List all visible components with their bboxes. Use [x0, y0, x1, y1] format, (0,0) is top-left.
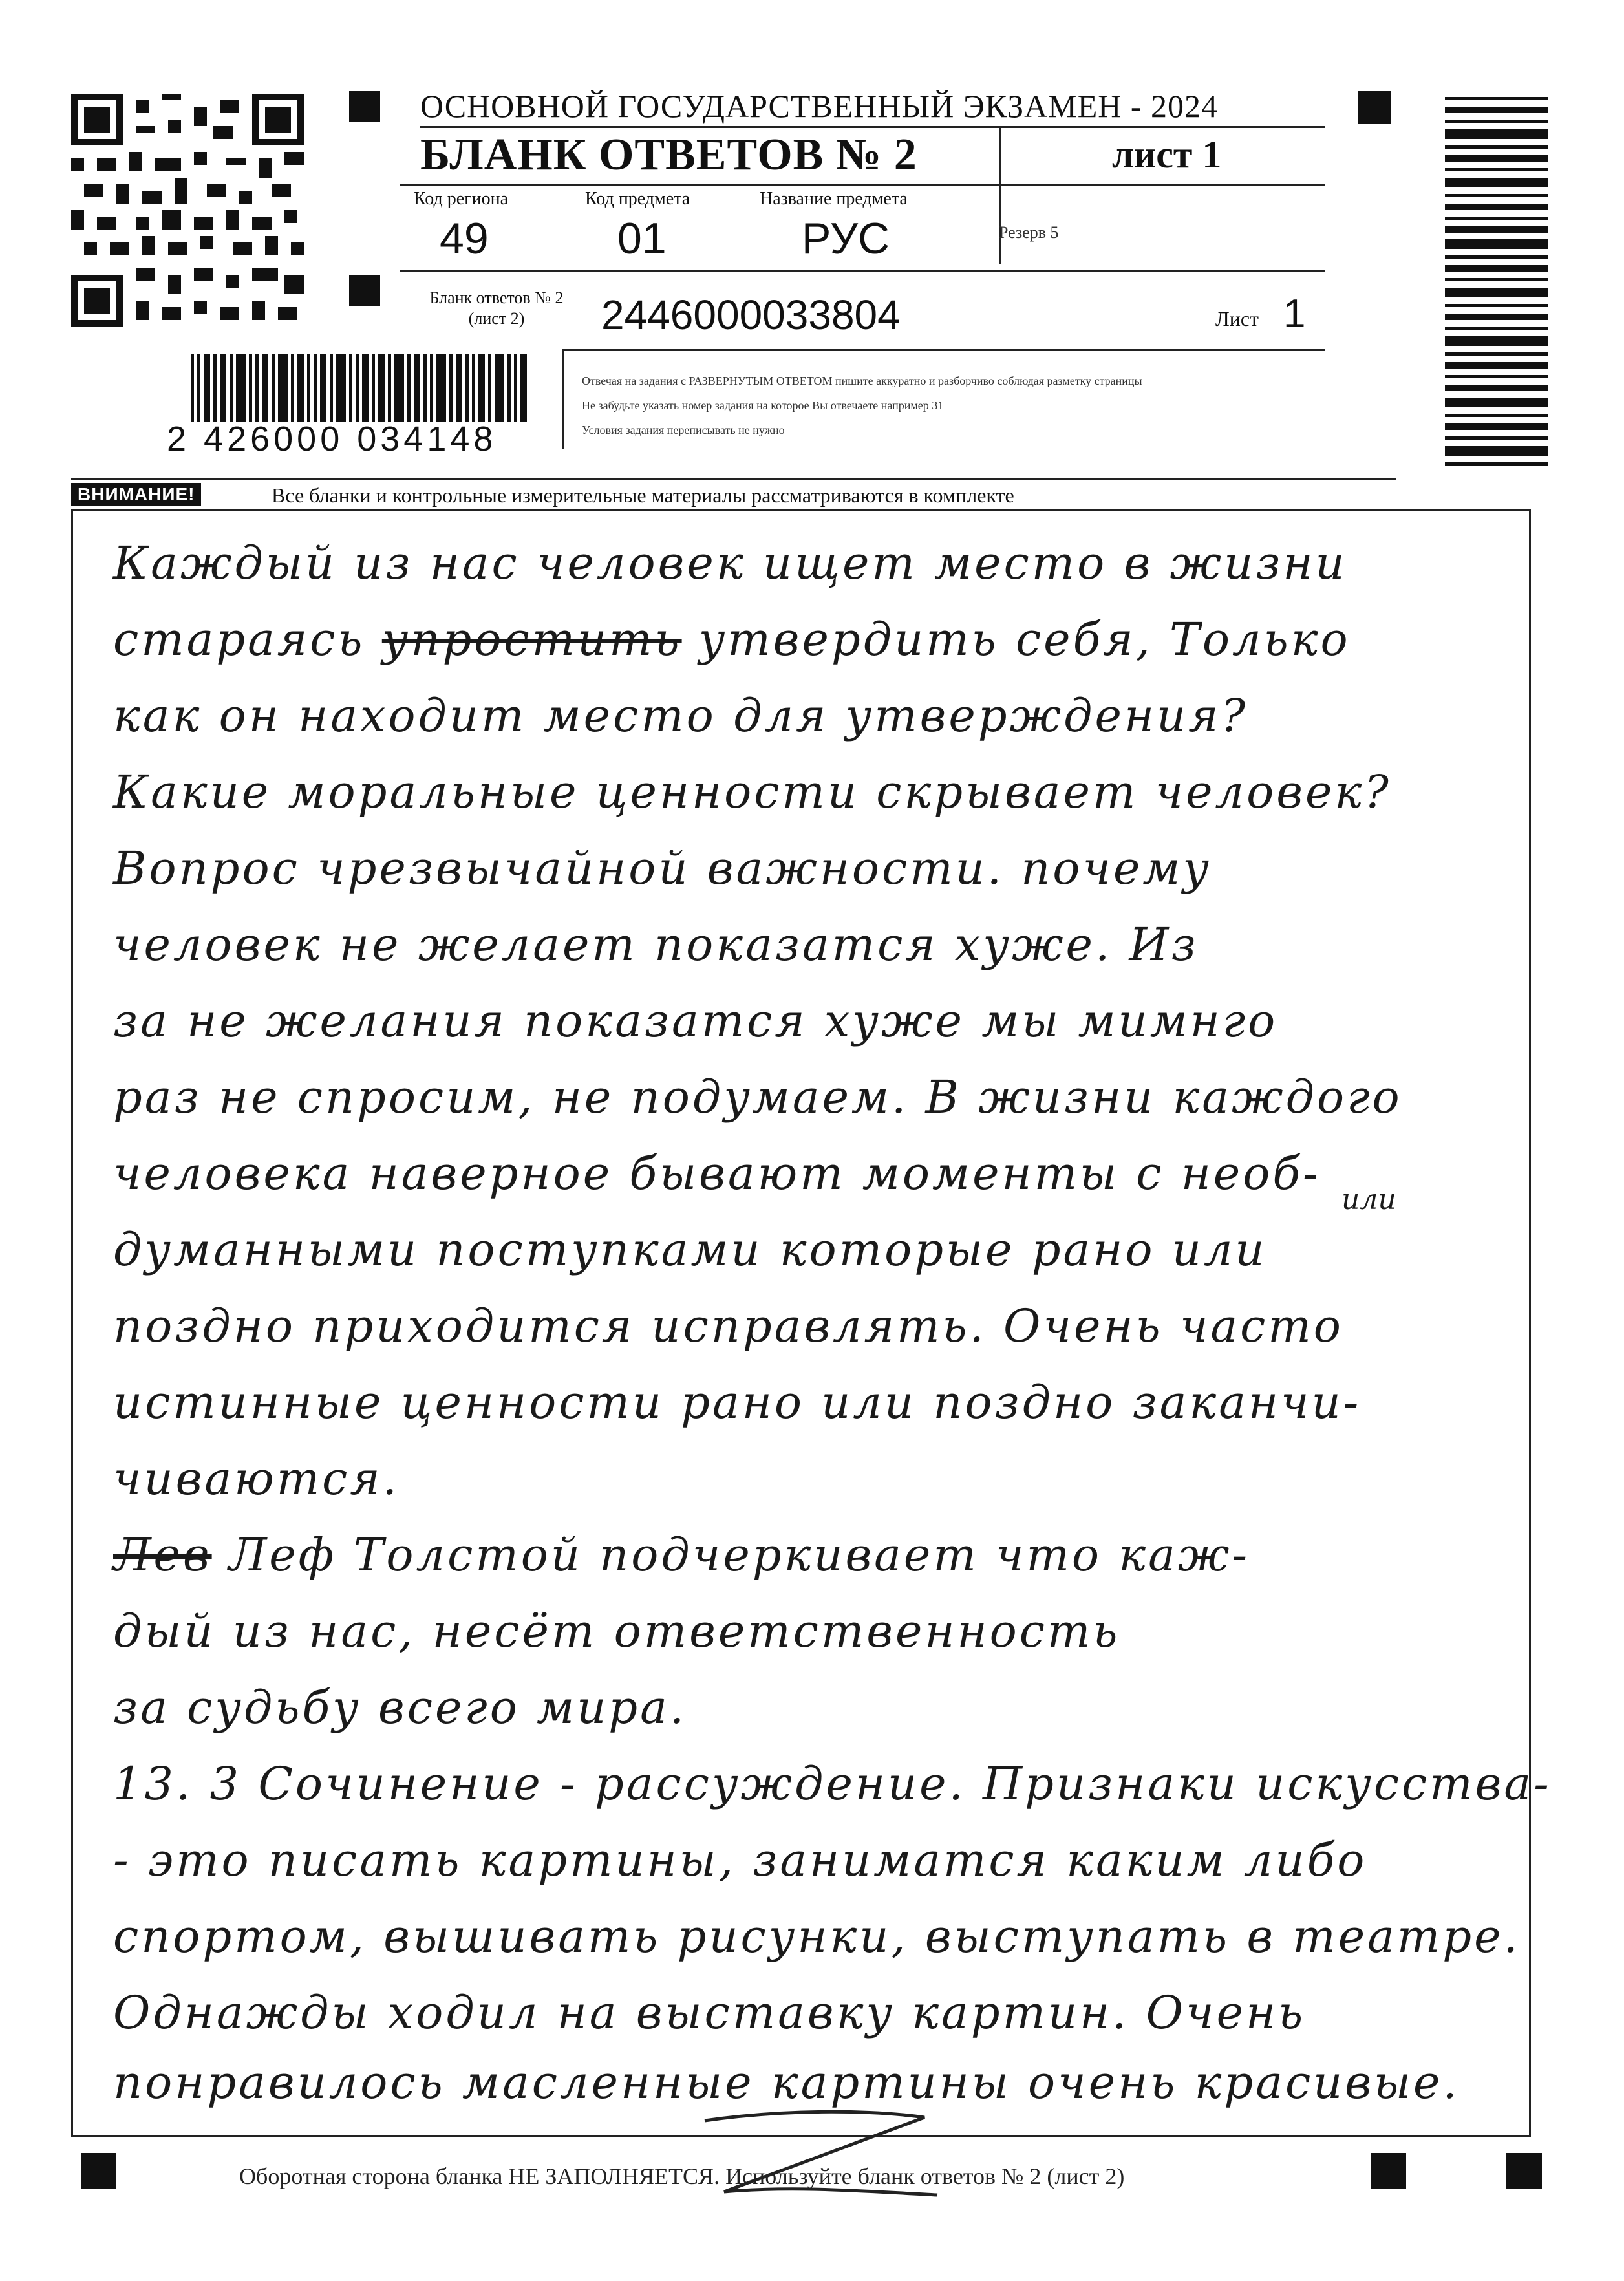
subject-code-value: 01	[617, 214, 667, 263]
answer-line: думанными поступками которые рано или	[113, 1223, 1267, 1276]
qr-code	[71, 94, 304, 327]
list-number: 1	[1283, 292, 1306, 336]
answer-line: человека наверное бывают моменты с необ-	[113, 1147, 1321, 1200]
answer-line: дый из нас, несёт ответственность	[113, 1605, 1120, 1658]
divider	[400, 270, 1325, 272]
divider	[562, 349, 564, 449]
answer-line: понравилось масленные картины очень красивые.	[113, 2056, 1460, 2109]
blank-number: 2446000033804	[601, 292, 901, 338]
answer-line	[113, 613, 1516, 666]
instructions	[582, 369, 1142, 442]
answer-line: раз не спросим, не подумаем. В жизни каждого	[113, 1071, 1402, 1124]
correction-superscript: или	[1341, 1183, 1396, 1216]
answer-word: утвердить себя, Только	[681, 613, 1351, 666]
barcode-digits: 2 426000 034148	[167, 420, 497, 458]
strikethrough-word: упростить	[381, 613, 682, 666]
answer-word: стараясь	[113, 613, 382, 666]
subject-code-label: Код предмета	[585, 189, 690, 209]
list-label: Лист	[1215, 307, 1259, 330]
divider	[71, 478, 1396, 480]
strikethrough-word: Лев	[113, 1528, 212, 1581]
answer-line: Каждый из нас человек ищет место в жизни	[113, 537, 1347, 590]
instruction-line: Условия задания переписывать не нужно	[582, 423, 785, 436]
attention-text: Все бланки и контрольные измерительные материалы рассматриваются в комплекте	[272, 484, 1014, 507]
registration-marker	[1371, 2153, 1406, 2189]
answer-word: Леф Толстой подчеркивает что каж-	[211, 1528, 1250, 1581]
divider	[420, 126, 1325, 128]
instruction-line: Отвечая на задания с РАЗВЕРНУТЫМ ОТВЕТОМ пишите аккуратно и разборчиво соблюдая разметку страницы	[582, 374, 1142, 387]
answer-line: - это писать картины, заниматся каким либо	[113, 1834, 1367, 1887]
answer-line: Какие моральные ценности скрывает человек?	[113, 766, 1391, 819]
form-title: БЛАНК ОТВЕТОВ № 2	[420, 130, 917, 180]
registration-marker	[1506, 2153, 1542, 2189]
answer-line: за не желания показатся хуже мы мимнго	[113, 994, 1278, 1047]
blank-reference-line1: Бланк ответов № 2	[429, 288, 564, 307]
answer-line: поздно приходится исправлять. Очень часто	[113, 1300, 1343, 1353]
region-value: 49	[440, 214, 489, 263]
barcode	[191, 354, 527, 422]
answer-line: истинные ценности рано или поздно заканчи-	[113, 1376, 1362, 1429]
blank-reference	[400, 288, 593, 329]
region-label: Код региона	[414, 189, 509, 209]
answer-line: как он находит место для утверждения?	[113, 689, 1248, 742]
divider	[400, 184, 1325, 186]
answer-line: спортом, вышивать рисунки, выступать в театре.	[113, 1910, 1521, 1963]
answer-line: Вопрос чрезвычайной важности. почему	[113, 842, 1212, 895]
registration-marker	[81, 2153, 116, 2189]
answer-line	[113, 1528, 1516, 1581]
subject-name-value: РУС	[802, 214, 890, 263]
attention-badge: ВНИМАНИЕ!	[71, 483, 201, 506]
blank-reference-line2: (лист 2)	[468, 309, 525, 328]
answer-line: человек не желает показатся хуже. Из	[113, 918, 1199, 971]
answer-line: 13. 3 Сочинение - рассуждение. Признаки искусства-	[113, 1757, 1552, 1810]
divider	[562, 349, 1325, 351]
answer-line: за судьбу всего мира.	[113, 1681, 687, 1734]
reserve-field: Резерв 5	[999, 223, 1059, 242]
registration-marker	[349, 91, 380, 122]
answer-line: чиваются.	[113, 1452, 400, 1505]
answer-line: Однажды ходил на выставку картин. Очень	[113, 1986, 1306, 2039]
divider	[999, 128, 1001, 264]
sheet-label: лист 1	[1112, 133, 1222, 176]
closing-scribble	[666, 2095, 957, 2211]
subject-name-label: Название предмета	[760, 189, 908, 209]
instruction-line: Не забудьте указать номер задания на которое Вы отвечаете например 31	[582, 399, 944, 412]
registration-marker	[1358, 91, 1391, 124]
registration-marker	[349, 275, 380, 306]
exam-title: ОСНОВНОЙ ГОСУДАРСТВЕННЫЙ ЭКЗАМЕН - 2024	[420, 88, 1218, 124]
footer-note: Оборотная сторона бланка НЕ ЗАПОЛНЯЕТСЯ. Используйте бланк ответов № 2 (лист 2)	[239, 2163, 1125, 2189]
side-barcode	[1445, 97, 1548, 466]
